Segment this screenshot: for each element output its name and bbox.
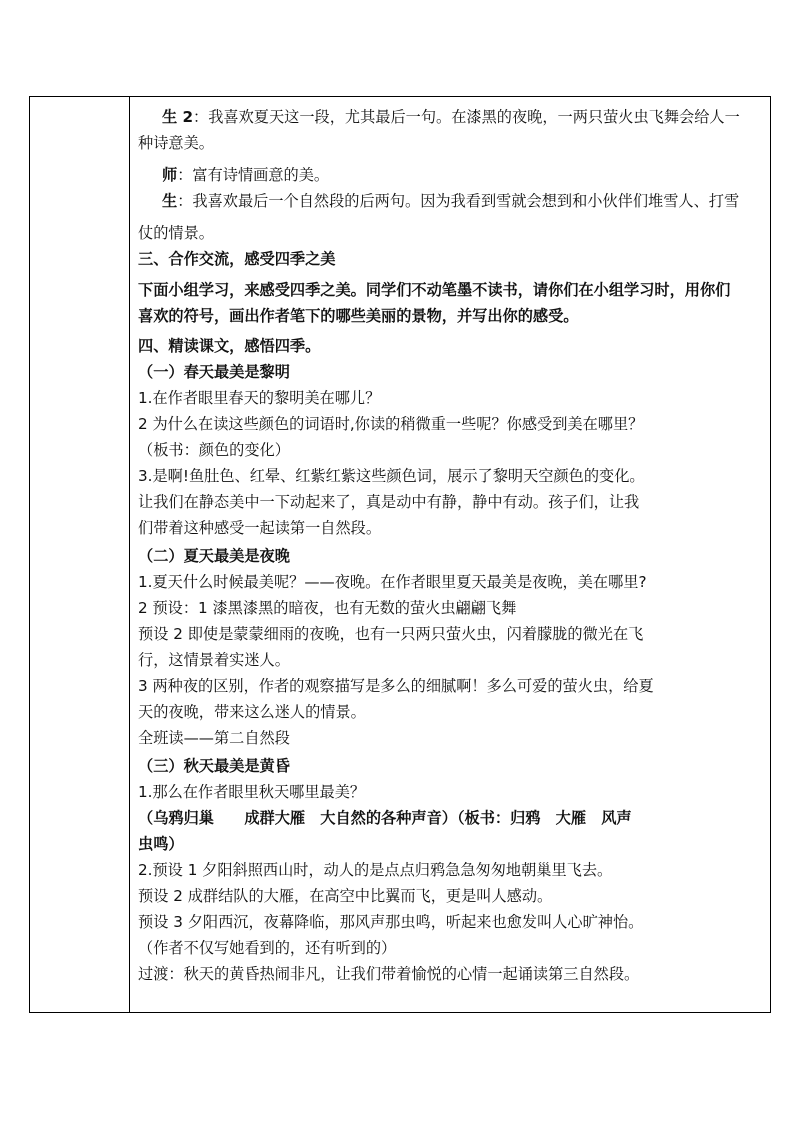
line-text: 预设 2 成群结队的大雁，在高空中比翼而飞，更是叫人感动。 <box>138 887 553 905</box>
speaker-label: 生 2 <box>162 108 194 126</box>
line-text: 1.那么在作者眼里秋天哪里最美？ <box>138 783 366 801</box>
text-line <box>138 463 645 489</box>
text-line <box>138 805 632 831</box>
text-line <box>138 857 612 883</box>
line-text: 种诗意美。 <box>138 134 214 152</box>
text-line <box>138 303 578 329</box>
text-line <box>138 437 290 463</box>
line-text: 们带着这种感受一起读第一自然段。 <box>138 519 381 537</box>
text-line <box>138 359 290 385</box>
speaker-label: 生 <box>162 192 178 210</box>
table-left-column <box>30 97 130 1012</box>
text-line <box>138 333 320 359</box>
line-text: ：我喜欢夏天这一段，尤其最后一句。在漆黑的夜晚，一两只萤火虫飞舞会给人一 <box>193 108 740 126</box>
text-line <box>138 220 214 246</box>
line-text: 行，这情景着实迷人。 <box>138 651 290 669</box>
text-line <box>138 883 552 909</box>
text-line <box>138 961 639 987</box>
line-text: 1.在作者眼里春天的黎明美在哪儿？ <box>138 389 381 407</box>
text-line <box>138 753 290 779</box>
line-text: 过渡：秋天的黄昏热闹非凡，让我们带着愉悦的心情一起诵读第三自然段。 <box>138 965 640 983</box>
text-line <box>138 621 643 647</box>
line-text: ：我喜欢最后一个自然段的后两句。因为我看到雪就会想到和小伙伴们堆雪人、打雪 <box>177 192 740 210</box>
line-text: （二）夏天最美是夜晚 <box>138 547 290 565</box>
lesson-table <box>29 96 771 1013</box>
text-line <box>138 246 335 272</box>
line-text: （板书：颜色的变化） <box>138 441 290 459</box>
line-text: ：富有诗情画意的美。 <box>177 166 330 184</box>
text-line <box>138 699 366 725</box>
line-text: 三、合作交流，感受四季之美 <box>138 250 336 268</box>
line-text: 1.夏天什么时候最美呢？——夜晚。在作者眼里夏天最美是夜晚，美在哪里? <box>138 573 647 591</box>
speaker-label: 师 <box>162 166 178 184</box>
line-text: 预设 3 夕阳西沉，夜幕降临，那风声那虫鸣，听起来也愈发叫人心旷神怡。 <box>138 913 644 931</box>
text-line <box>162 162 329 188</box>
line-text: 喜欢的符号，画出作者笔下的哪些美丽的景物，并写出你的感受。 <box>138 307 579 325</box>
line-text: 虫鸣） <box>138 835 184 853</box>
line-text: （一）春天最美是黎明 <box>138 363 290 381</box>
line-text: 2 预设：1 漆黑漆黑的暗夜，也有无数的萤火虫翩翩飞舞 <box>138 599 517 617</box>
text-line <box>138 411 643 437</box>
text-line <box>138 489 639 515</box>
text-line <box>138 515 381 541</box>
text-line <box>138 935 396 961</box>
line-text: （三）秋天最美是黄昏 <box>138 757 290 775</box>
text-line <box>162 188 739 214</box>
text-line <box>162 104 740 130</box>
table-content-cell <box>138 97 766 1012</box>
line-text: 2 为什么在读这些颜色的词语时,你读的稍微重一些呢？你感受到美在哪里？ <box>138 415 644 433</box>
text-line <box>138 130 214 156</box>
text-line <box>138 779 365 805</box>
line-text: 2.预设 1 夕阳斜照西山时，动人的是点点归鸦急急匆匆地朝巢里飞去。 <box>138 861 613 879</box>
text-line <box>138 385 380 411</box>
line-text: （作者不仅写她看到的，还有听到的） <box>138 939 397 957</box>
text-line <box>138 831 184 857</box>
text-line <box>138 647 290 673</box>
text-line <box>138 277 730 303</box>
line-text: 3 两种夜的区别，作者的观察描写是多么的细腻啊！多么可爱的萤火虫，给夏 <box>138 677 654 695</box>
text-line <box>138 673 654 699</box>
line-text: 四、精读课文，感悟四季。 <box>138 337 321 355</box>
text-line <box>138 543 290 569</box>
text-line <box>138 569 647 595</box>
line-text: 3.是啊!鱼肚色、红晕、红紫红紫这些颜色词，展示了黎明天空颜色的变化。 <box>138 467 645 485</box>
line-text: 预设 2 即使是蒙蒙细雨的夜晚，也有一只两只萤火虫，闪着朦胧的微光在飞 <box>138 625 644 643</box>
text-line <box>138 725 290 751</box>
line-text: 全班读——第二自然段 <box>138 729 290 747</box>
line-text: 下面小组学习，来感受四季之美。同学们不动笔墨不读书，请你们在小组学习时，用你们 <box>138 281 731 299</box>
text-line <box>138 909 643 935</box>
line-text: （乌鸦归巢 成群大雁 大自然的各种声音）（板书：归鸦 大雁 风声 <box>138 809 632 827</box>
line-text: 仗的情景。 <box>138 224 214 242</box>
line-text: 天的夜晚，带来这么迷人的情景。 <box>138 703 366 721</box>
text-line <box>138 595 516 621</box>
line-text: 让我们在静态美中一下动起来了，真是动中有静，静中有动。孩子们，让我 <box>138 493 640 511</box>
